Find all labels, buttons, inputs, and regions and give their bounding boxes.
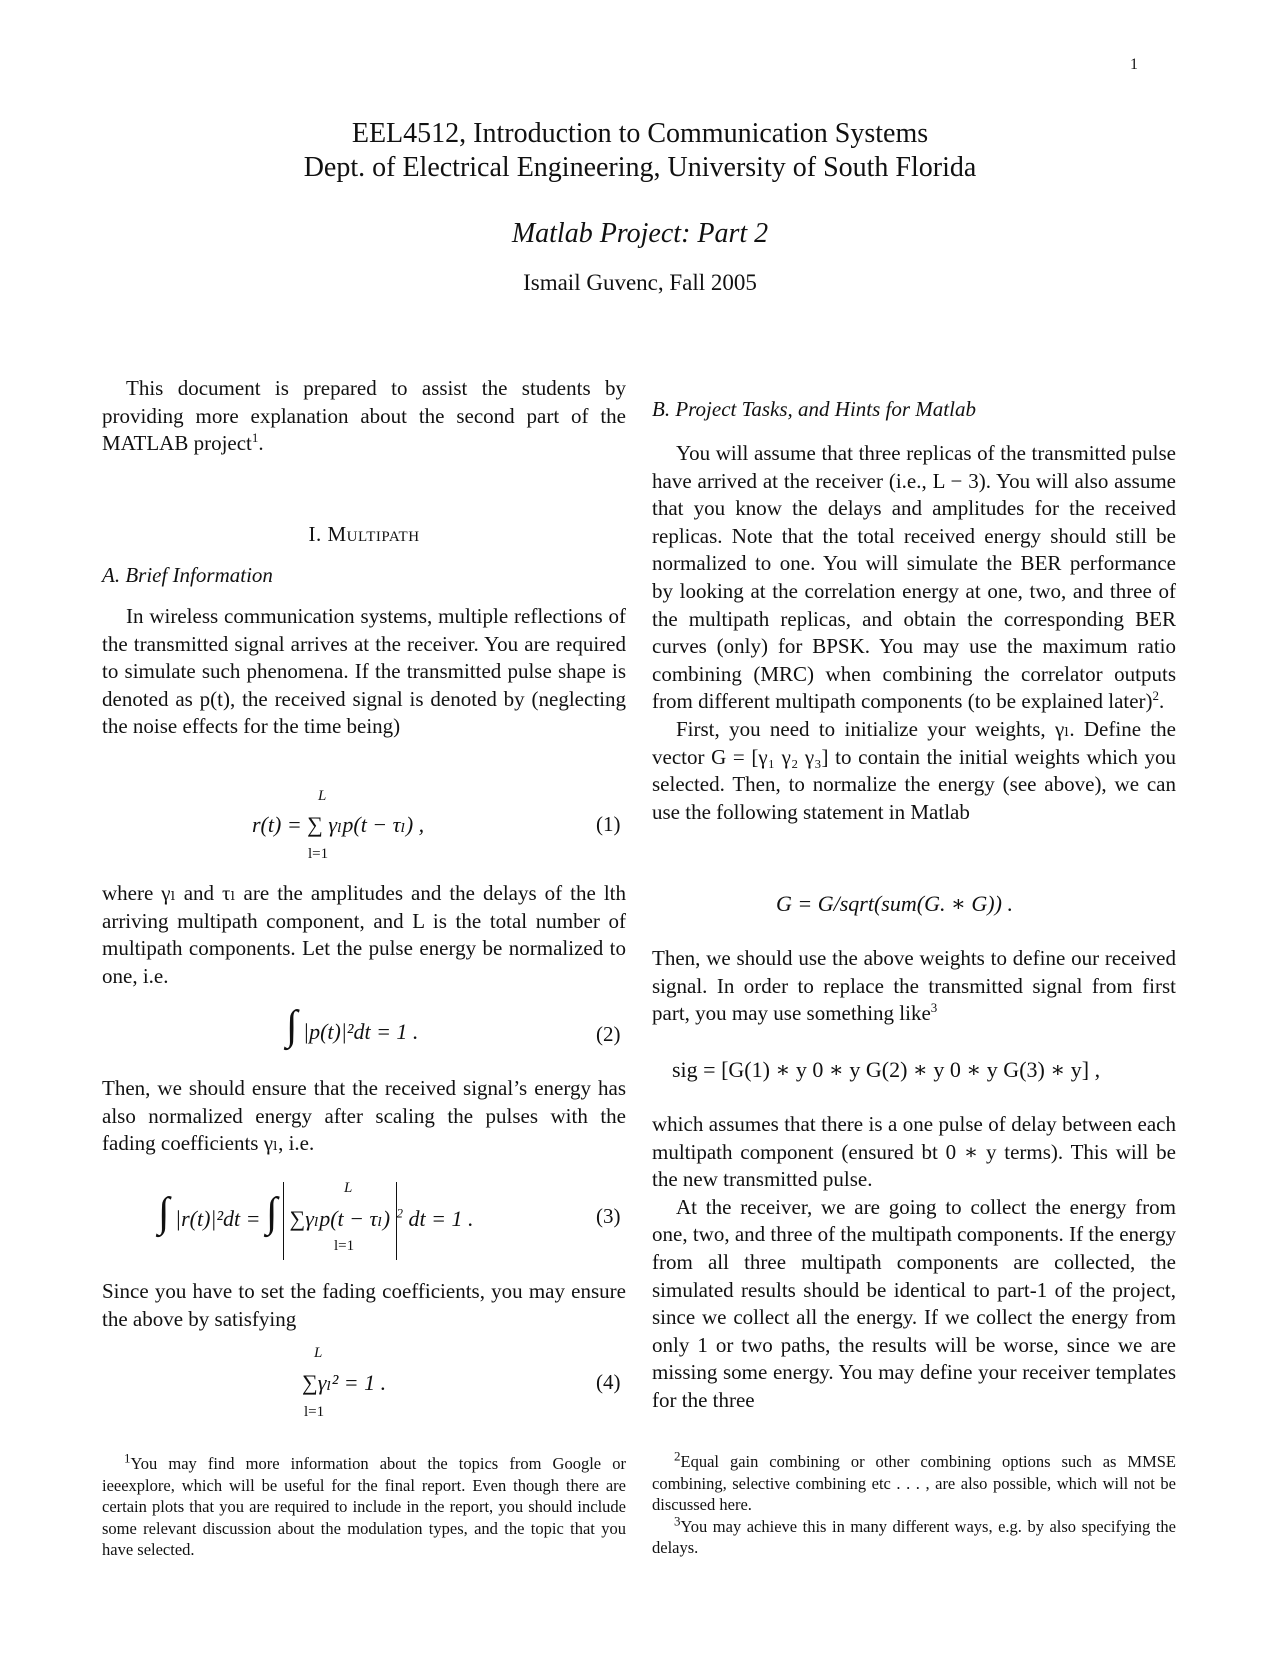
multipath-paragraph-1-block <box>102 603 626 741</box>
multipath-paragraph-3: Then, we should ensure that the received signal’s energy has also normalized energy after scaling the pulses with the fading coefficients γₗ, i.e. <box>102 1076 626 1156</box>
equation-1-upper-limit: L <box>318 788 327 804</box>
equation-3-number: (3) <box>596 1204 621 1228</box>
equation-4: ∑γₗ² = 1 . <box>302 1370 387 1395</box>
multipath-paragraph-2-block <box>102 880 626 990</box>
course-title: EEL4512, Introduction to Communication Systems <box>351 118 929 149</box>
tasks-paragraph-4: which assumes that there is a one pulse of delay between each multipath component (ensured bt 0 ∗ y terms). This will be the new transmitted pulse. <box>652 1112 1176 1192</box>
author-line: Ismail Guvenc, Fall 2005 <box>523 270 757 295</box>
equation-signal: sig = [G(1) ∗ y 0 ∗ y G(2) ∗ y 0 ∗ y G(3) ∗ y] , <box>672 1057 1101 1082</box>
multipath-paragraph-4: Since you have to set the fading coefficients, you may ensure the above by satisfying <box>102 1279 626 1331</box>
equation-4-upper-limit: L <box>314 1345 323 1361</box>
equation-normalize: G = G/sqrt(sum(G. ∗ G)) . <box>776 891 1013 916</box>
equation-3: ∫ |r(t)|²dt = ∫ ∑γₗp(t − τₗ) $^2$ dt = 1 . <box>158 1182 474 1260</box>
abs-bar-left <box>283 1182 284 1260</box>
intro-paragraph: This document is prepared to assist the students by providing more explanation about the second part of the MATLAB project$^1$. <box>102 376 626 456</box>
equation-1-lower-limit: l=1 <box>308 846 329 862</box>
footnote-1: $^1$You may find more information about the topics from Google or ieeexplore, which will be useful for the final report. Even though there are certain plots that you are required to include in the report, you should include some relevant discussion about the modulation types, and the topic that you have selected. <box>102 1450 626 1560</box>
tasks-paragraph-1-block <box>652 440 1176 826</box>
integral-sign: ∫ <box>286 1003 298 1049</box>
footnotes-right-block <box>652 1448 1176 1559</box>
multipath-paragraph-1: In wireless communication systems, multiple reflections of the transmitted signal arrives at the receiver. You are required to simulate such phenomena. If the transmitted pulse shape is denoted as p(t), the received signal is denoted by (neglecting the noise effects for the time being) <box>102 604 626 739</box>
footnote-ref-1: 1 <box>251 430 259 446</box>
integral-sign: ∫ <box>266 1190 278 1237</box>
abs-bar-right <box>396 1182 397 1260</box>
subsection-heading-tasks: B. Project Tasks, and Hints for Matlab <box>652 397 976 421</box>
left-column <box>102 375 626 458</box>
integral-sign: ∫ <box>158 1190 170 1237</box>
footnote-ref-3: 3 <box>930 1000 938 1016</box>
tasks-paragraph-4-block <box>652 1111 1176 1415</box>
equation-4-number: (4) <box>596 1370 621 1394</box>
equation-2-number: (2) <box>596 1022 621 1046</box>
page-number: 1 <box>1130 56 1138 73</box>
equation-1-body: r(t) = ∑ γₗp(t − τₗ) , <box>252 812 425 837</box>
equation-3-upper-limit: L <box>344 1180 353 1196</box>
department-title: Dept. of Electrical Engineering, University of South Florida <box>303 152 977 183</box>
equation-4-lower-limit: l=1 <box>304 1404 325 1420</box>
project-title: Matlab Project: Part 2 <box>511 218 769 249</box>
footnote-3: $^3$You may achieve this in many different ways, e.g. by also specifying the delays. <box>652 1513 1176 1558</box>
equation-1-number: (1) <box>596 812 621 836</box>
multipath-paragraph-3-block <box>102 1075 626 1158</box>
tasks-paragraph-2: First, you need to initialize your weights, γₗ. Define the vector G = [γ₁ γ₂ γ₃] to contain the initial weights which you selected. Then, to normalize the energy (see above), we can use the following statement in Matlab <box>652 716 1176 824</box>
subsection-heading-brief: A. Brief Information <box>102 563 273 587</box>
tasks-paragraph-5: At the receiver, we are going to collect the energy from one, two, and three of the multipath components. If the energy from all three multipath components are collected, the simulated results should be identical to part-1 of the project, since we collect all the energy. If we collect the energy from only 1 or two paths, the results will be worse, since we are missing some energy. You may define your receiver templates for the three <box>652 1194 1176 1412</box>
tasks-paragraph-3-block <box>652 945 1176 1028</box>
multipath-paragraph-2: where γₗ and τₗ are the amplitudes and the delays of the lth arriving multipath component, and L is the total number of multipath components. Let the pulse energy be normalized to one, i.e. <box>102 881 626 988</box>
multipath-paragraph-4-block <box>102 1278 626 1333</box>
equation-2: ∫ |p(t)|²dt = 1 . <box>286 1003 419 1049</box>
tasks-paragraph-1: You will assume that three replicas of the transmitted pulse have arrived at the receiver (i.e., L − 3). You will also assume that you know the delays and amplitudes for the received replicas. Note that the total received energy should still be normalized to one. You will simulate the BER performance by looking at the correlation energy at one, two, and three of the multipath replicas, and obtain the corresponding BER curves (only) for BPSK. You may use the maximum ratio combining (MRC) when combining the correlator outputs from different multipath components (to be explained later)$^2$. <box>652 441 1176 714</box>
section-heading-multipath: I. Multipath <box>308 522 420 546</box>
footnote-1-block <box>102 1450 626 1561</box>
tasks-paragraph-3: Then, we should use the above weights to define our received signal. In order to replace the transmitted signal from first part, you may use something like$^3$ <box>652 946 1176 1026</box>
footnote-ref-2: 2 <box>1152 688 1160 704</box>
footnote-2: $^2$Equal gain combining or other combining options such as MMSE combining, selective combining etc . . . , are also possible, which will not be discussed here. <box>652 1448 1176 1515</box>
equation-3-lower-limit: l=1 <box>334 1238 355 1254</box>
